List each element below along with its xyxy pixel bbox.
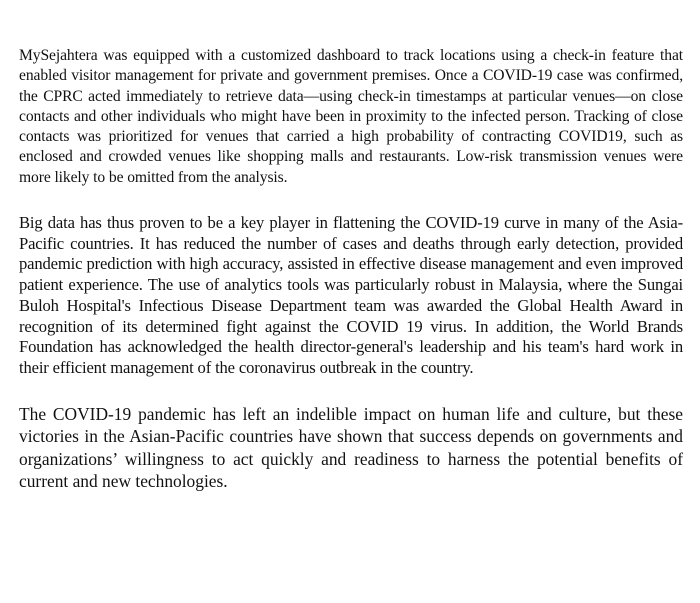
paragraph-conclusion: The COVID-19 pandemic has left an indelible impact on human life and culture, but these victories in the Asian-Pacific countries have shown that success depends on governments and organizations’ willingness to act quickly and readiness to harness the potential benefits of current and new technologies. [19, 403, 683, 491]
paragraph-big-data: Big data has thus proven to be a key player in flattening the COVID-19 curve in many of the Asia-Pacific countries. It has reduced the number of cases and deaths through early detection, provided pandemic prediction with high accuracy, assisted in effective disease management and even improved patient experience. The use of analytics tools was particularly robust in Malaysia, where the Sungai Buloh Hospital's Infectious Disease Department team was awarded the Global Health Award in recognition of its determined fight against the COVID 19 virus. In addition, the World Brands Foundation has acknowledged the health director-general's leadership and his team's hard work in their efficient management of the coronavirus outbreak in the country. [19, 213, 683, 377]
document-body [19, 46, 683, 492]
paragraph-mysejahtera: MySejahtera was equipped with a customized dashboard to track locations using a check-in feature that enabled visitor management for private and government premises. Once a COVID-19 case was confirmed, the CPRC acted immediately to retrieve data—using check-in timestamps at particular venues—on close contacts and other individuals who might have been in proximity to the infected person. Tracking of close contacts was prioritized for venues that carried a high probability of contracting COVID19, such as enclosed and crowded venues like shopping malls and restaurants. Low-risk transmission venues were more likely to be omitted from the analysis. [19, 47, 683, 186]
